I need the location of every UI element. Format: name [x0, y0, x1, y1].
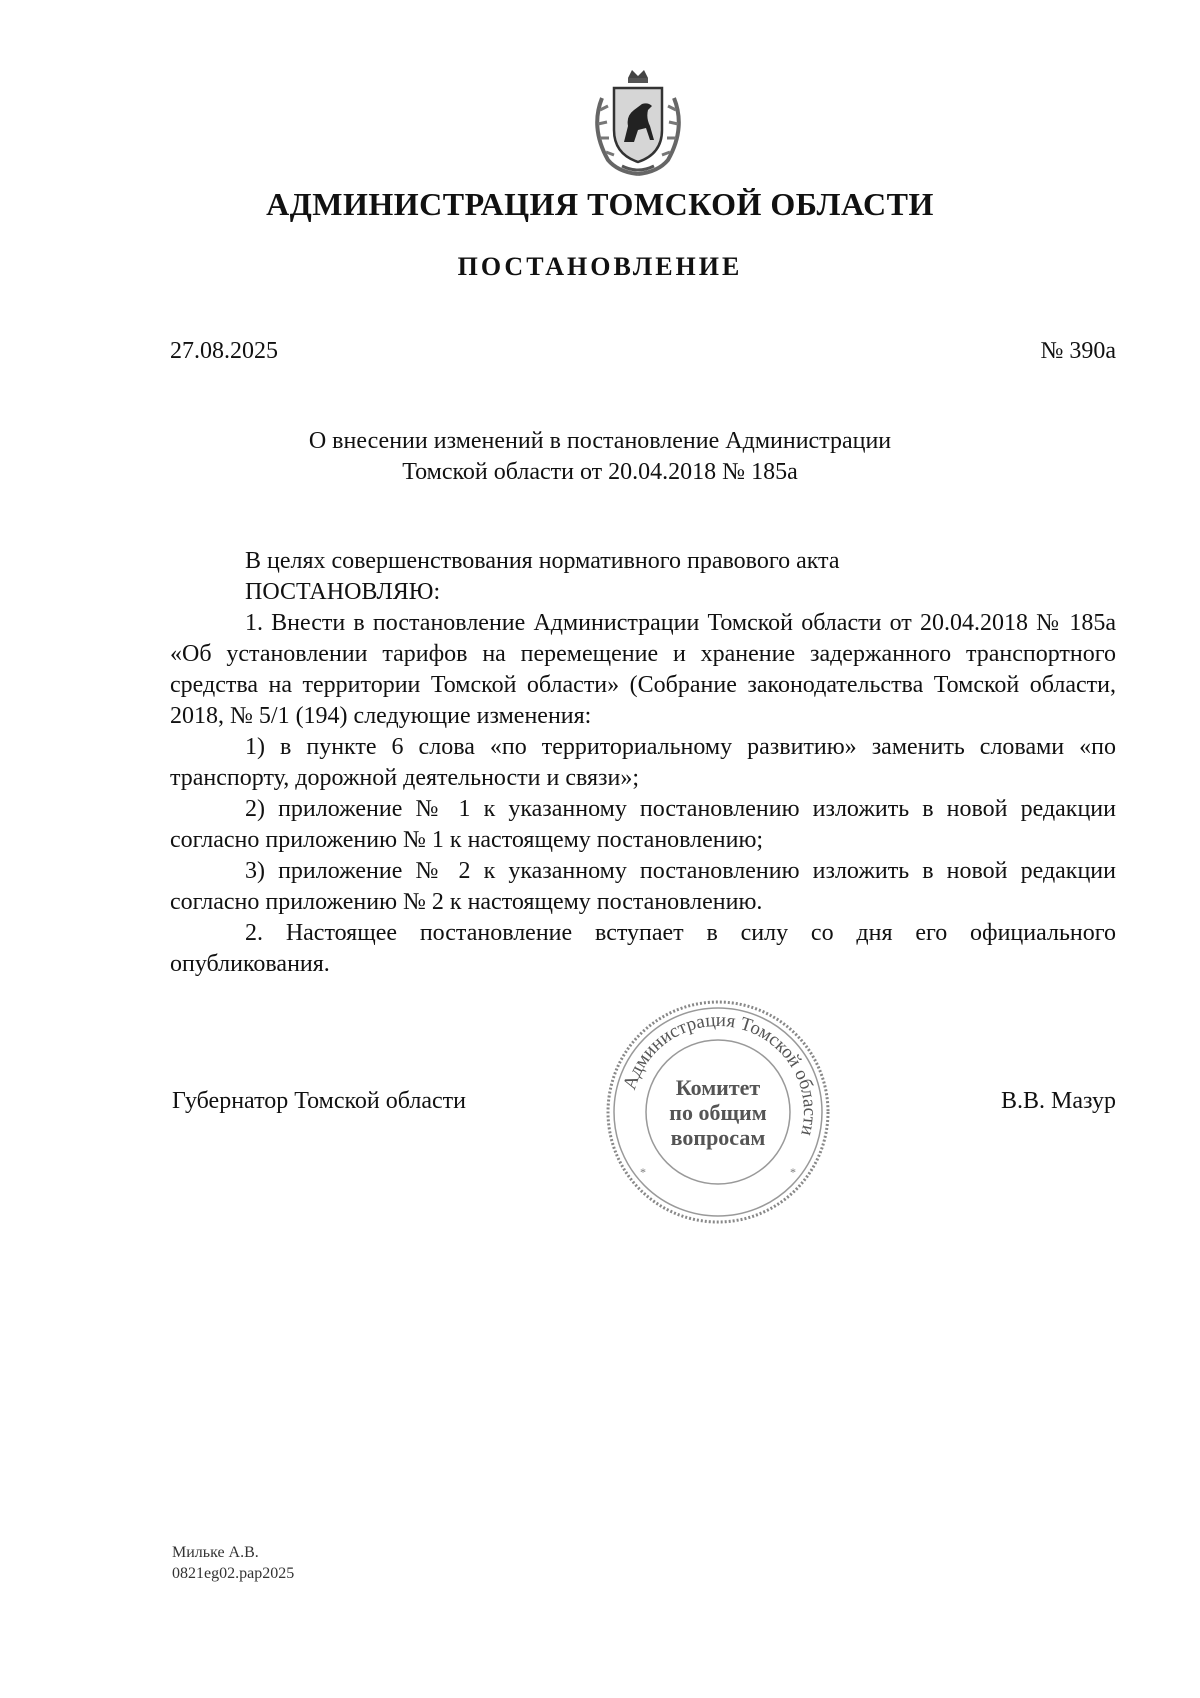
clause-1: 1. Внести в постановление Администрации Томской области от 20.04.2018 № 185а «Об установлении тарифов на перемещение и хранение задержанного транспортного средства на территории Томской области» (Собрание законодательства Томской области, 2018, № 5/1 (194) следующие изменения:: [170, 610, 1116, 729]
document-number: № 390а: [1040, 338, 1116, 364]
decree-word: ПОСТАНОВЛЯЮ:: [245, 579, 441, 605]
seal-center-line: по общим: [669, 1100, 767, 1125]
official-seal: [604, 998, 832, 1226]
seal-center-line: вопросам: [670, 1125, 766, 1150]
document-body: [170, 546, 1116, 980]
organization-title: АДМИНИСТРАЦИЯ ТОМСКОЙ ОБЛАСТИ: [266, 186, 934, 222]
file-code: 0821eg02.pap2025: [172, 1565, 295, 1582]
document-date: 27.08.2025: [170, 338, 278, 364]
seal-ring-text: Администрация Томской области: [619, 1009, 821, 1138]
signer-name: В.В. Мазур: [1001, 1088, 1116, 1114]
seal-center-line: Комитет: [675, 1075, 761, 1100]
seal-star-icon: *: [790, 1165, 796, 1179]
clause-1-subitem-3: 3) приложение № 2 к указанному постановлению изложить в новой редакции согласно приложению № 2 к настоящему постановлению.: [170, 858, 1116, 915]
coat-of-arms-emblem: [582, 68, 694, 180]
executor-footer: [172, 1542, 294, 1584]
seal-star-icon: *: [640, 1165, 646, 1179]
clause-1-subitem-2: 2) приложение № 1 к указанному постановлению изложить в новой редакции согласно приложению № 1 к настоящему постановлению;: [170, 796, 1116, 853]
executor-name: Мильке А.В.: [172, 1544, 259, 1561]
clause-2: 2. Настоящее постановление вступает в силу со дня его официального опубликования.: [170, 920, 1116, 977]
signer-position: Губернатор Томской области: [172, 1088, 466, 1114]
document-subject: [200, 426, 1000, 488]
preamble-paragraph: В целях совершенствования нормативного правового акта: [245, 548, 840, 574]
subject-line: О внесении изменений в постановление Администрации: [308, 428, 892, 454]
clause-1-subitem-1: 1) в пункте 6 слова «по территориальному развитию» заменить словами «по транспорту, дорожной деятельности и связи»;: [170, 734, 1116, 791]
document-type-title: ПОСТАНОВЛЕНИЕ: [457, 252, 743, 281]
subject-line: Томской области от 20.04.2018 № 185а: [402, 459, 798, 485]
